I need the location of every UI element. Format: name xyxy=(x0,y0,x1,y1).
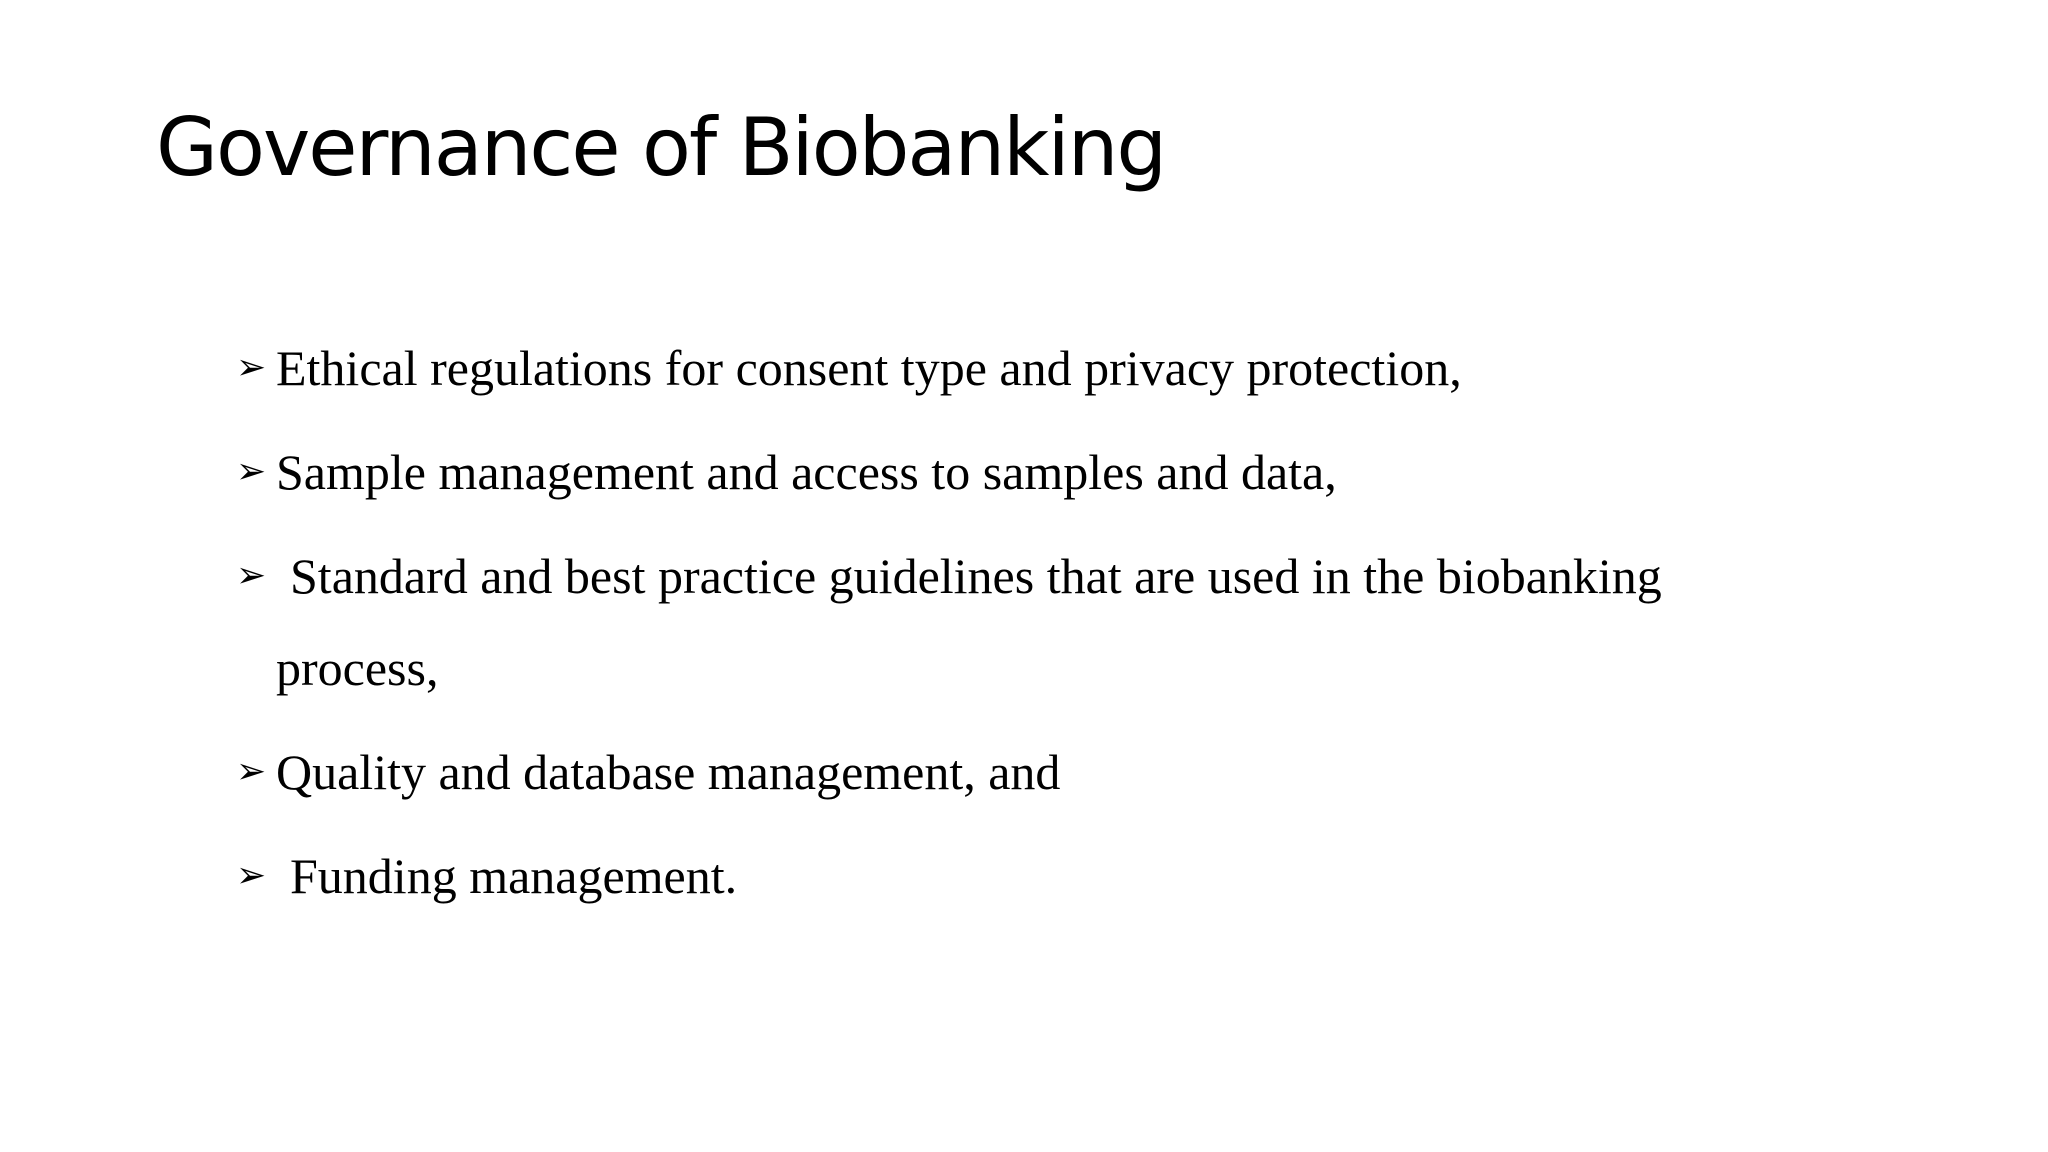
bullet-item xyxy=(236,726,1796,818)
bullet-text: Standard and best practice guidelines that are used in the biobanking process, xyxy=(276,548,1662,696)
bullet-text: Sample management and access to samples and data, xyxy=(276,444,1337,500)
bullet-item xyxy=(236,530,1676,714)
bullet-item xyxy=(236,322,1796,414)
bullet-list xyxy=(236,322,1796,934)
arrowhead-bullet-icon: ➢ xyxy=(236,451,267,492)
bullet-text: Funding management. xyxy=(290,848,738,904)
bullet-text: Ethical regulations for consent type and privacy protection, xyxy=(276,340,1462,396)
arrowhead-bullet-icon: ➢ xyxy=(236,555,267,596)
arrowhead-bullet-icon: ➢ xyxy=(236,347,267,388)
slide-title: Governance of Biobanking xyxy=(156,101,1166,194)
arrowhead-bullet-icon: ➢ xyxy=(236,855,267,896)
arrowhead-bullet-icon: ➢ xyxy=(236,751,267,792)
bullet-text: Quality and database management, and xyxy=(276,744,1061,800)
bullet-item xyxy=(236,830,1796,922)
bullet-item xyxy=(236,426,1796,518)
